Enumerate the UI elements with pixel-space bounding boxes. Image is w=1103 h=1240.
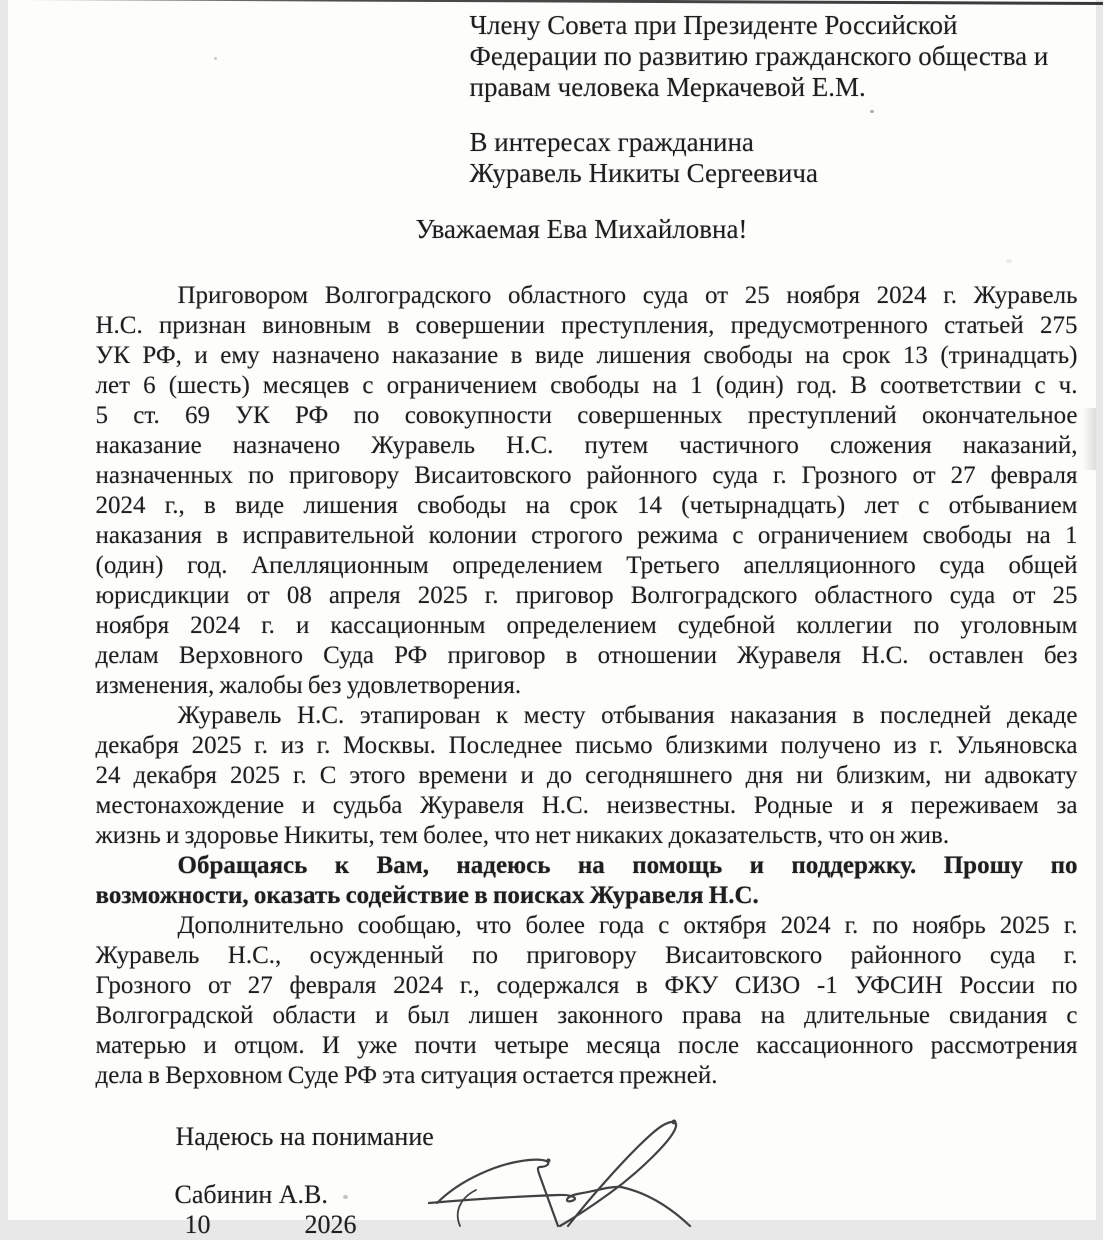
text-line: декабря 2025 г. из г. Москвы. Последнее письмо близкими получено из г. Ульяновска (95, 732, 1078, 759)
date-year: 2026 (304, 1210, 357, 1239)
text-line: Федерации по развитию гражданского общества и (469, 41, 1049, 71)
text-line: изменения, жалобы без удовлетворения. (95, 672, 522, 699)
dust-speck (1006, 259, 1012, 263)
text-line: дела в Верховном Суде РФ эта ситуация остается прежней. (95, 1062, 718, 1089)
text-line: наказания в исправительной колонии строгого режима с ограничением свободы на 1 (95, 522, 1078, 549)
text-line: лет 6 (шесть) месяцев с ограничением свободы на 1 (один) год. В соответствии с ч. (95, 372, 1078, 399)
scan-smudge (1082, 408, 1096, 470)
date-line (185, 1210, 357, 1240)
text-line: Журавель Н.С., осужденный по приговору Висаитовского районного суда г. (95, 942, 1078, 969)
text-line: делам Верховного Суда РФ приговор в отношении Журавеля Н.С. оставлен без (95, 642, 1078, 669)
text-line: Журавель Никиты Сергеевича (469, 158, 818, 188)
interest-block (470, 127, 818, 189)
text-line: Дополнительно сообщаю, что более года с октября 2024 г. по ноябрь 2025 г. (177, 912, 1078, 939)
text-line: наказание назначено Журавель Н.С. путем частичного сложения наказаний, (95, 432, 1078, 459)
text-line: возможности, оказать содействие в поисках Журавеля Н.С. (95, 882, 759, 909)
text-line: Обращаясь к Вам, надеюсь на помощь и поддержку. Прошу по (177, 852, 1078, 879)
letter-body (96, 281, 1078, 1091)
text-line: Журавель Н.С. этапирован к месту отбывания наказания в последней декаде (177, 702, 1078, 729)
paragraph-bold (96, 851, 1078, 911)
dust-speck (870, 110, 874, 113)
text-line: жизнь и здоровье Никиты, тем более, что нет никаких доказательств, что он жив. (95, 822, 950, 849)
text-line: В интересах гражданина (469, 127, 754, 157)
text-line: юрисдикции от 08 апреля 2025 г. приговор Волгоградского областного суда от 25 (95, 582, 1078, 609)
text-line: назначенных по приговору Висаитовского районного суда г. Грозного от 27 февраля (95, 462, 1078, 489)
text-line: матерью и отцом. И уже почти четыре месяца после кассационного рассмотрения (95, 1032, 1078, 1059)
scanned-letter-page (8, 0, 1096, 1239)
paragraph (96, 281, 1078, 701)
text-line: Н.С. признан виновным в совершении преступления, предусмотренного статьей 275 (95, 312, 1078, 339)
dust-speck (214, 57, 217, 60)
paragraph (96, 911, 1078, 1091)
text-line: Приговором Волгоградского областного суда от 25 ноября 2024 г. Журавель (177, 282, 1078, 309)
text-line: 2024 г., в виде лишения свободы на срок 14 (четырнадцать) лет с отбыванием (95, 492, 1078, 519)
text-line: местонахождение и судьба Журавеля Н.С. неизвестны. Родные и я переживаем за (95, 792, 1078, 819)
paragraph (96, 701, 1078, 851)
recipient-block (470, 10, 1049, 103)
text-line: (один) год. Апелляционным определением Третьего апелляционного суда общей (95, 552, 1078, 579)
text-line: 24 декабря 2025 г. С этого времени и до сегодняшнего дня ни близким, ни адвокату (95, 762, 1078, 789)
text-line: Члену Совета при Президенте Российской (469, 10, 958, 40)
date-day: 10 (184, 1210, 211, 1239)
text-line: ноября 2024 г. и кассационным определением судебной коллегии по уголовным (95, 612, 1078, 639)
text-line: УК РФ, и ему назначено наказание в виде лишения свободы на срок 13 (тринадцать) (95, 342, 1078, 369)
signer-name: Сабинин А.В. (174, 1180, 328, 1209)
text-line: Волгоградской области и был лишен законного права на длительные свидания с (95, 1002, 1078, 1029)
scan-edge-line (2, 0, 1103, 5)
text-line: правам человека Меркачевой Е.М. (469, 72, 866, 102)
dust-speck (343, 1195, 348, 1199)
closing-line: Надеюсь на понимание (175, 1122, 434, 1151)
text-line: Грозного от 27 февраля 2024 г., содержался в ФКУ СИЗО -1 УФСИН России по (95, 972, 1078, 999)
salutation: Уважаемая Ева Михайловна! (415, 214, 748, 244)
text-line: 5 ст. 69 УК РФ по совокупности совершенных преступлений окончательное (95, 402, 1078, 429)
